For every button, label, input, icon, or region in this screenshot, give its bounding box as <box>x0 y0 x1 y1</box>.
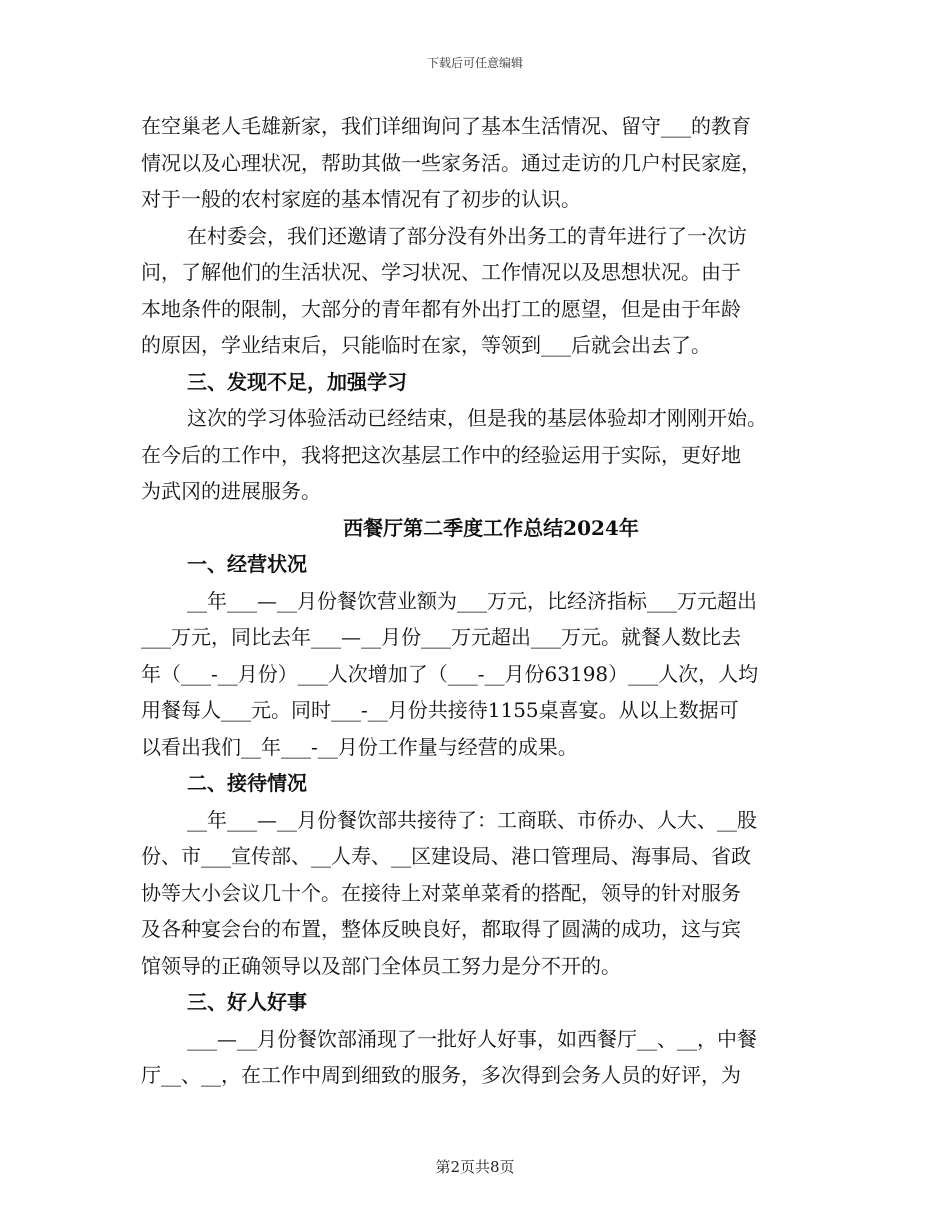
section-heading: 三、发现不足，加强学习 <box>187 369 407 394</box>
document-title: 西餐厅第二季度工作总结2024年 <box>343 515 639 540</box>
section-heading: 三、好人好事 <box>187 990 307 1014</box>
text-line: 的原因，学业结束后，只能临时在家，等领到___后就会出去了。 <box>141 333 711 357</box>
text-line: 以看出我们__年___-__月份工作量与经营的成果。 <box>141 734 578 759</box>
paragraph-first-line: 这次的学习体验活动已经结束，但是我的基层体验却才刚刚开始。 <box>187 406 767 430</box>
text-line: 及各种宴会台的布置，整体反映良好，都取得了圆满的成功，这与宾 <box>141 917 741 941</box>
text-line: 年（___-__月份）___人次增加了（___-__月份63198）___人次，人均 <box>141 661 759 686</box>
text-line: 厅__、__，在工作中周到细致的服务，多次得到会务人员的好评，为 <box>141 1063 741 1087</box>
text-line: 为武冈的进展服务。 <box>141 479 321 503</box>
text-line: 份、市___宣传部、__人寿、__区建设局、港口管理局、海事局、省政 <box>141 844 751 868</box>
text-line: 问，了解他们的生活状况、学习状况、工作情况以及思想状况。由于 <box>141 260 741 284</box>
document-body <box>141 108 811 1094</box>
paragraph-first-line: __年___—__月份餐饮部共接待了：工商联、市侨办、人大、__股 <box>187 807 757 832</box>
page-header: 下载后可任意编辑 <box>426 56 523 70</box>
section-heading: 二、接待情况 <box>187 771 307 795</box>
text-line: 用餐每人___元。同时___-__月份共接待1155桌喜宴。从以上数据可 <box>141 698 739 722</box>
text-line: 馆领导的正确领导以及部门全体员工努力是分不开的。 <box>141 953 621 978</box>
paragraph-first-line: 在村委会，我们还邀请了部分没有外出务工的青年进行了一次访 <box>187 223 747 248</box>
text-line: 在空巢老人毛雄新家，我们详细询问了基本生活情况、留守___的教育 <box>141 114 751 138</box>
text-line: 在今后的工作中，我将把这次基层工作中的经验运用于实际，更好地 <box>141 442 741 467</box>
page-number: 第2页共8页 <box>435 1158 515 1176</box>
text-line: 本地条件的限制，大部分的青年都有外出打工的愿望，但是由于年龄 <box>141 296 741 321</box>
section-heading: 一、经营状况 <box>187 552 307 576</box>
paragraph-first-line: __年___—__月份餐饮营业额为___万元，比经济指标___万元超出 <box>187 588 757 613</box>
paragraph-first-line: ___—__月份餐饮部涌现了一批好人好事，如西餐厅__、__，中餐 <box>187 1026 757 1051</box>
text-line: 协等大小会议几十个。在接待上对菜单菜肴的搭配，领导的针对服务 <box>141 880 741 905</box>
text-line: 对于一般的农村家庭的基本情况有了初步的认识。 <box>141 187 581 211</box>
text-line: ___万元，同比去年___—__月份___万元超出___万元。就餐人数比去 <box>141 625 741 649</box>
text-line: 情况以及心理状况，帮助其做一些家务活。通过走访的几户村民家庭， <box>141 150 761 175</box>
